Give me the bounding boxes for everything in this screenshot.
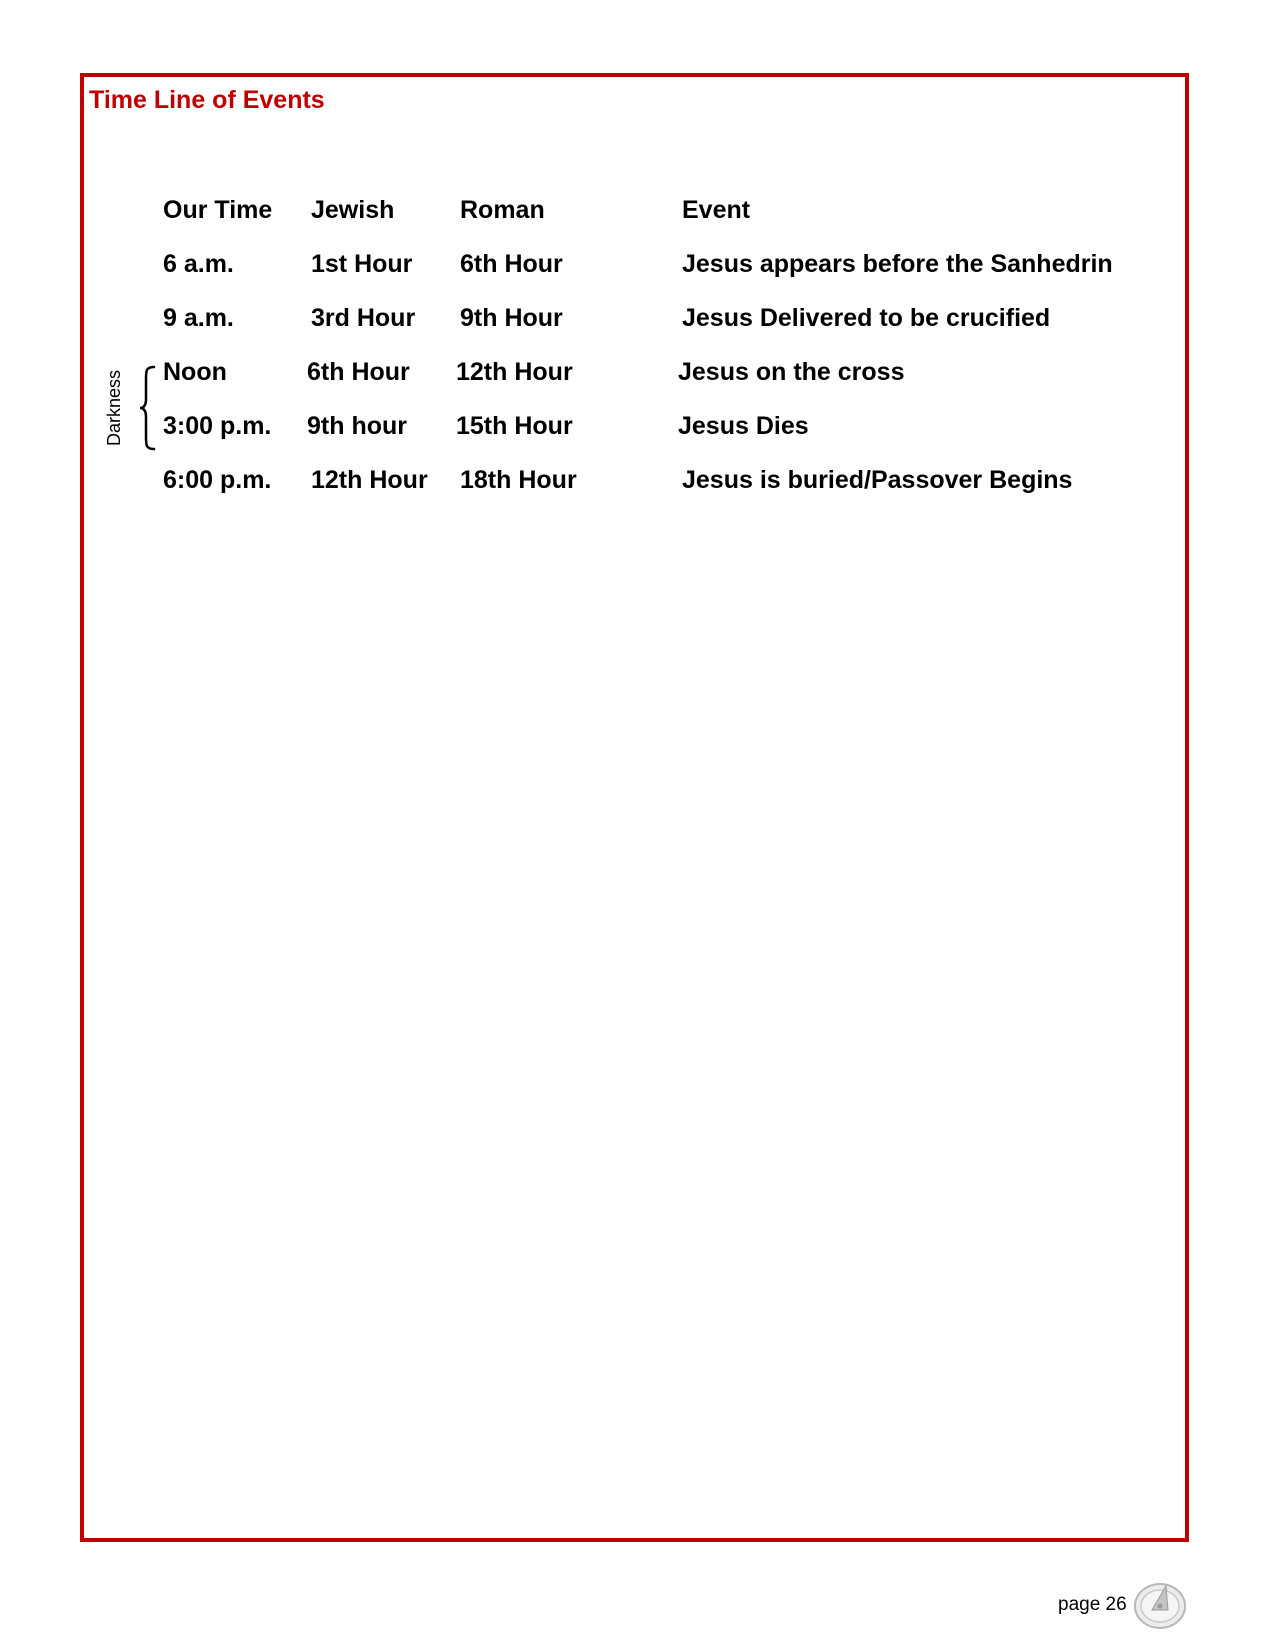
curly-brace-icon (138, 365, 158, 451)
header-roman: Roman (460, 196, 545, 224)
row-1-event: Jesus appears before the Sanhedrin (682, 250, 1113, 278)
row-3-roman: 12th Hour (456, 358, 573, 386)
row-1-our-time: 6 a.m. (163, 250, 234, 278)
row-4-roman: 15th Hour (456, 412, 573, 440)
row-2-event: Jesus Delivered to be crucified (682, 304, 1051, 332)
header-event: Event (682, 196, 751, 224)
row-4-jewish: 9th hour (307, 412, 407, 440)
sundial-logo-icon (1132, 1576, 1188, 1632)
page-title: Time Line of Events (89, 86, 325, 114)
row-2-jewish: 3rd Hour (311, 304, 416, 332)
row-1-jewish: 1st Hour (311, 250, 413, 278)
header-our-time: Our Time (163, 196, 273, 224)
row-2-roman: 9th Hour (460, 304, 563, 332)
row-4-our-time: 3:00 p.m. (163, 412, 272, 440)
page-number: page 26 (1058, 1594, 1127, 1615)
row-5-roman: 18th Hour (460, 466, 577, 494)
header-jewish: Jewish (311, 196, 395, 224)
row-3-our-time: Noon (163, 358, 227, 386)
row-2-our-time: 9 a.m. (163, 304, 234, 332)
row-3-jewish: 6th Hour (307, 358, 410, 386)
row-5-jewish: 12th Hour (311, 466, 428, 494)
row-1-roman: 6th Hour (460, 250, 563, 278)
darkness-label: Darkness (104, 369, 124, 446)
page-border (80, 73, 1189, 1542)
row-5-our-time: 6:00 p.m. (163, 466, 272, 494)
row-5-event: Jesus is buried/Passover Begins (682, 466, 1073, 494)
row-3-event: Jesus on the cross (678, 358, 905, 386)
row-4-event: Jesus Dies (678, 412, 809, 440)
